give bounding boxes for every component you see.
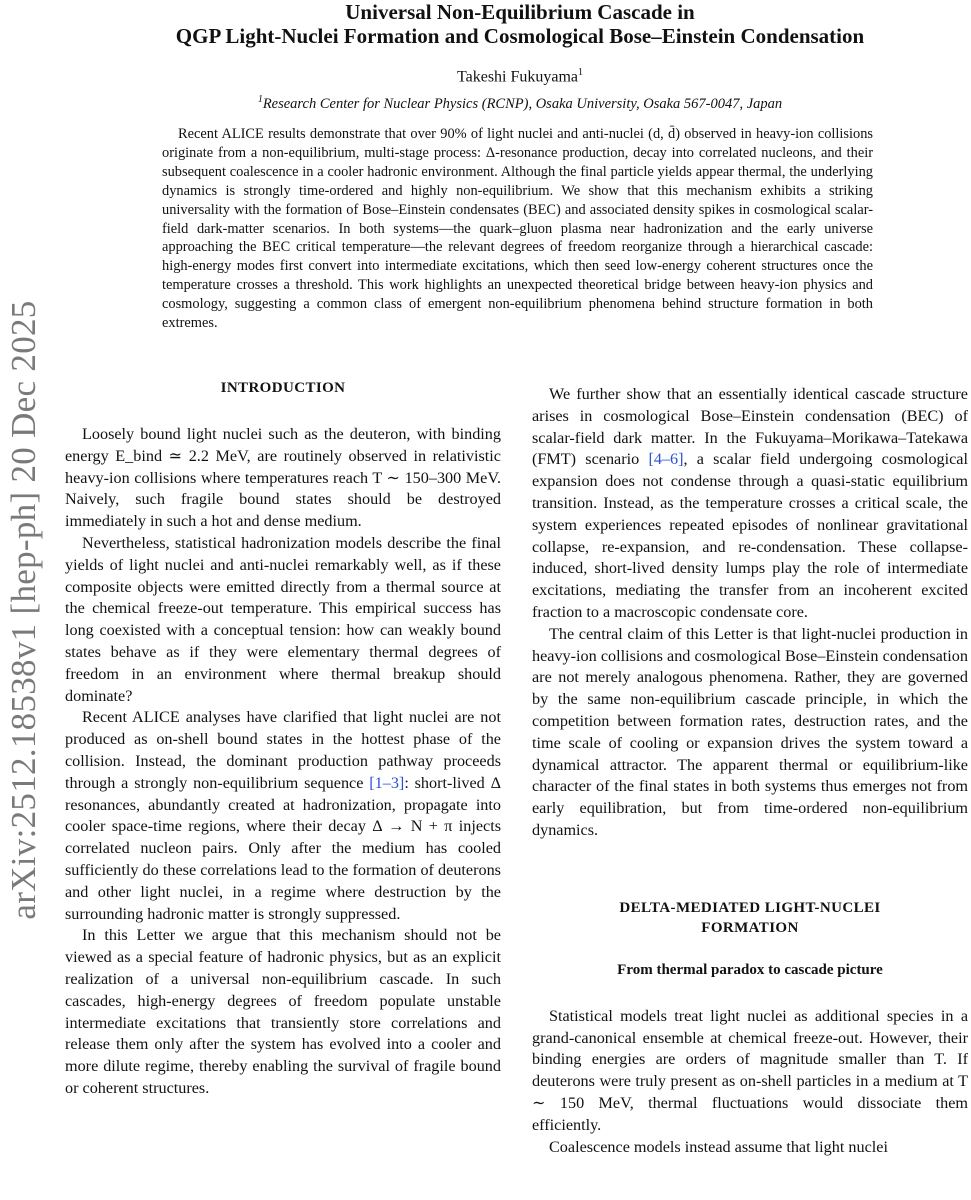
section-heading-delta-mediated — [532, 898, 968, 938]
right-paragraph-2: The central claim of this Letter is that light-nuclei production in heavy-ion collisions and cosmological Bose–Einstein condensation are not merely analogous phenomena. Rather, they are governed by the same non-equilibrium cascade principle, in which the competition between formation rates, destruction rates, and the time scale of cooling or expansion drives the system toward a dynamical attractor. The apparent thermal or equilibrium-like character of the final states in both systems thus emerges not from early equilibration, but from time-ordered non-equilibrium dynamics. — [532, 624, 968, 839]
affiliation-text: Research Center for Nuclear Physics (RCNP), Osaka University, Osaka 567-0047, Japan — [262, 95, 783, 112]
section-heading-line-2: FORMATION — [701, 919, 799, 936]
right-p1-text-b: , a scalar field undergoing cosmological expansion does not condense through a quasi-static equilibrium transition. Instead, as the temperature crosses a critical scale, the system experiences repeated episodes of nonlinear gravitational collapse, re-expansion, and re-condensation. These collapse-induced, short-lived density lumps play the role of intermediate excitations, mediating the transfer from an incoherent excited fraction to a macroscopic condensate core. — [532, 450, 968, 621]
abstract: Recent ALICE results demonstrate that over 90% of light nuclei and anti-nuclei (d, d̄) observed in heavy-ion collisions originate from a non-equilibrium, multi-stage process: Δ-resonance production, decay into correlated nucleons, and their subsequent coalescence in a cooler hadronic environment. Although the final particle yields appear thermal, the underlying dynamics is strongly time-ordered and highly non-equilibrium. We show that this mechanism exhibits a striking universality with the formation of Bose–Einstein condensates (BEC) and associated density spikes in cosmological scalar-field dark-matter scenarios. In both systems—the quark–gluon plasma near hadronization and the early universe approaching the BEC critical temperature—the relevant degrees of freedom reorganize through a hierarchical cascade: high-energy modes first convert into intermediate excitations, which then seed low-energy coherent structures once the temperature crosses a threshold. This work highlights an unexpected theoretical bridge between heavy-ion physics and cosmology, suggesting a common class of emergent non-equilibrium phenomena behind structure formation in both extremes. — [162, 126, 873, 332]
intro-p3-text-a: Recent ALICE analyses have clarified that light nuclei are not produced as on-shell bound states in the hottest phase of the collision. Instead, the dominant production pathway proceeds through a strongly non-equilibrium sequence — [65, 708, 501, 792]
right-p1-text-a: We further show that an essentially identical cascade structure arises in cosmological Bose–Einstein condensation (BEC) of scalar-field dark matter. In the Fukuyama–Morikawa–Tatekawa (FMT) scenario — [532, 385, 968, 469]
intro-paragraph-4: In this Letter we argue that this mechanism should not be viewed as a special feature of hadronic physics, but as an explicit realization of a universal non-equilibrium cascade. In such cascades, high-energy degrees of freedom populate unstable intermediate excitations that transiently store correlations and release them only after the system has evolved into a cooler and more dilute regime, thereby enabling the survival of fragile bound or coherent structures. — [65, 926, 501, 1097]
intro-p3-text-b: : short-lived Δ resonances, abundantly created at hadronization, propagate into cooler space-time regions, where their decay Δ → N + π injects correlated nucleon pairs. Only after the medium has cooled sufficiently do these correlations lead to the formation of deuterons and other light nuclei, in a regime where destruction by the surrounding hadronic matter is strongly suppressed. — [65, 773, 501, 923]
affiliation-line — [90, 94, 950, 113]
author-line — [90, 67, 950, 86]
citation-link-4-6[interactable]: [4–6] — [648, 450, 684, 469]
title-line-2: QGP Light-Nuclei Formation and Cosmological Bose–Einstein Condensation — [175, 24, 865, 48]
section-heading-introduction: INTRODUCTION — [220, 380, 346, 396]
author-affiliation-mark: 1 — [578, 67, 584, 78]
arxiv-identifier-stamp: arXiv:2512.18538v1 [hep-ph] 20 Dec 2025 — [4, 300, 43, 920]
right-paragraph-4: Coalescence models instead assume that light nuclei — [549, 1137, 888, 1156]
section-heading-line-1: DELTA-MEDIATED LIGHT-NUCLEI — [619, 899, 881, 916]
title-line-1: Universal Non-Equilibrium Cascade in — [345, 0, 695, 24]
right-paragraph-1 — [532, 384, 968, 624]
right-paragraph-3: Statistical models treat light nuclei as additional species in a grand-canonical ensemble at chemical freeze-out. However, their binding energies are orders of magnitude smaller than T. If deuterons were truly present as on-shell particles in a medium at T ∼ 150 MeV, thermal fluctuations would dissociate them efficiently. — [532, 1006, 968, 1134]
intro-paragraph-2: Nevertheless, statistical hadronization models describe the final yields of light nuclei and anti-nuclei remarkably well, as if these composite objects were emitted directly from a thermal source at the chemical freeze-out temperature. This empirical success has long coexisted with a conceptual tension: how can weakly bound states behave as if they were elementary thermal degrees of freedom in an environment where thermal breakup should dominate? — [65, 533, 501, 705]
intro-paragraph-3 — [65, 707, 501, 925]
affiliation-mark: 1 — [257, 94, 263, 105]
subsection-heading: From thermal paradox to cascade picture — [617, 961, 883, 978]
left-column — [65, 378, 501, 1100]
intro-paragraph-1: Loosely bound light nuclei such as the deuteron, with binding energy E_bind ≃ 2.2 MeV, are routinely observed in relativistic heavy-ion collisions where temperatures reach T ∼ 150–300 MeV. Naively, such fragile bound states should be destroyed immediately in such a hot and dense medium. — [65, 425, 501, 531]
paper-title — [90, 0, 950, 48]
citation-link-1-3[interactable]: [1–3] — [369, 773, 405, 792]
right-column — [532, 384, 968, 1158]
author-name: Takeshi Fukuyama — [456, 68, 579, 86]
